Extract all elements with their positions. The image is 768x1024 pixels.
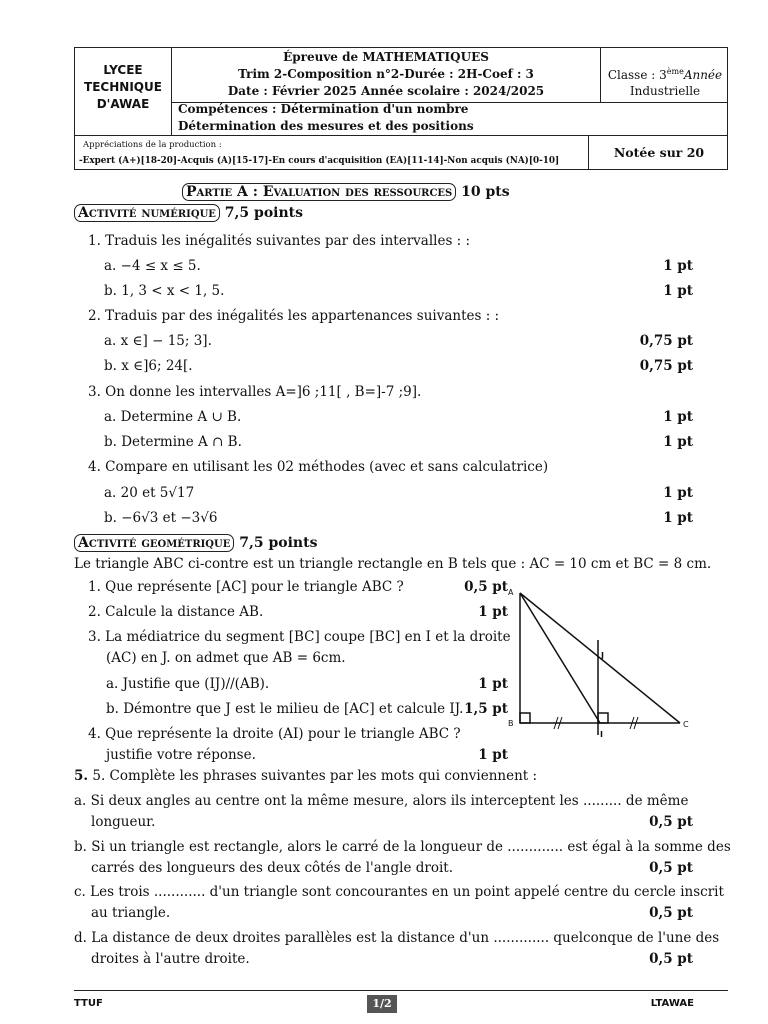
question-4b: b. −6√3 et −3√6	[104, 510, 218, 526]
points: 1 pt	[663, 485, 693, 501]
competences: Compétences : Détermination d'un nombre	[178, 102, 469, 116]
fill-blank-c: c. Les trois ............ d'un triangle sont concourantes en un point appelé centre du cercle inscrit	[74, 884, 724, 900]
question-5: 5. 5. Complète les phrases suivantes par les mots qui conviennent :	[74, 768, 538, 784]
label-j: J	[601, 651, 604, 660]
points: 0,5 pt	[649, 951, 693, 967]
points: 1 pt	[478, 604, 508, 620]
points: 1 pt	[663, 409, 693, 425]
triangle-figure	[500, 585, 700, 745]
geo-question-3b: b. Démontre que J est le milieu de [AC] et calcule IJ.	[106, 701, 464, 717]
question-1: 1. Traduis les inégalités suivantes par des intervalles : :	[88, 233, 471, 249]
competences-2: Détermination des mesures et des positions	[178, 119, 474, 133]
label-b: B	[508, 719, 514, 728]
points: 1 pt	[478, 747, 508, 763]
part-a-title: Partie A : Evaluation des ressources 10 pts	[182, 184, 510, 200]
footer-rule	[74, 990, 728, 991]
geo-question-3: 3. La médiatrice du segment [BC] coupe [BC] en I et la droite	[88, 629, 511, 645]
question-3b: b. Determine A ∩ B.	[104, 434, 242, 450]
geo-question-3-cont: (AC) en J. on admet que AB = 6cm.	[106, 650, 346, 666]
points: 1 pt	[663, 510, 693, 526]
appreciations-label: Appréciations de la production :	[83, 140, 222, 150]
points: 1 pt	[663, 258, 693, 274]
geo-question-2: 2. Calcule la distance AB.	[88, 604, 264, 620]
question-2: 2. Traduis par des inégalités les appartenances suivantes : :	[88, 308, 500, 324]
question-1a: a. −4 ≤ x ≤ 5.	[104, 258, 201, 274]
question-2a: a. x ∈] − 15; 3].	[104, 333, 212, 349]
question-3: 3. On donne les intervalles A=]6 ;11[ , B=]-7 ;9].	[88, 384, 422, 400]
points: 0,75 pt	[639, 333, 693, 349]
label-a: A	[508, 588, 514, 597]
fill-blank-b: b. Si un triangle est rectangle, alors le carré de la longueur de ............. est égal à la somme des	[74, 839, 731, 855]
points: 0,5 pt	[649, 860, 693, 876]
header-table	[74, 47, 728, 170]
points: 0,5 pt	[464, 579, 508, 595]
geo-question-4: 4. Que représente la droite (AI) pour le triangle ABC ?	[88, 726, 461, 742]
fill-blank-c-cont: au triangle.	[91, 905, 171, 921]
segment-ac	[520, 593, 680, 723]
geometry-intro: Le triangle ABC ci-contre est un triangle rectangle en B tels que : AC = 10 cm et BC = 8 cm.	[74, 556, 712, 572]
class-track: Industrielle	[629, 84, 701, 98]
geometry-activity-title: Activité geométrique 7,5 points	[74, 535, 317, 551]
footer-left: TTUF	[74, 998, 103, 1009]
fill-blank-b-cont: carrés des longueurs des deux côtés de l'angle droit.	[91, 860, 454, 876]
page-number: 1/2	[367, 995, 397, 1013]
question-5-text: 5. Complète les phrases suivantes par les mots qui conviennent :	[92, 768, 538, 784]
points: 1,5 pt	[464, 701, 508, 717]
question-3a: a. Determine A ∪ B.	[104, 409, 242, 425]
grade-total: Notée sur 20	[613, 145, 705, 160]
appreciations-scale: -Expert (A+)[18-20]-Acquis (A)[15-17]-En cours d'acquisition (EA)[11-14]-Non acquis (NA)[0-10]	[79, 156, 560, 166]
label-c: C	[683, 720, 689, 729]
class-label: Classe : 3èmeAnnée	[607, 67, 723, 82]
school-name: LYCEE TECHNIQUE D'AWAE	[84, 63, 162, 111]
numeric-activity-title: Activité numérique 7,5 points	[74, 205, 303, 221]
fill-blank-d: d. La distance de deux droites parallèles est la distance d'un ............. quelconque de l'une des	[74, 930, 720, 946]
points: 0,5 pt	[649, 905, 693, 921]
question-4a: a. 20 et 5√17	[104, 485, 195, 501]
points: 0,5 pt	[649, 814, 693, 830]
exam-info: Trim 2-Composition n°2-Durée : 2H-Coef : 3	[238, 67, 534, 81]
points: 1 pt	[663, 434, 693, 450]
geo-question-1: 1. Que représente [AC] pour le triangle ABC ?	[88, 579, 404, 595]
question-2b: b. x ∈]6; 24[.	[104, 358, 193, 374]
exam-date: Date : Février 2025 Année scolaire : 2024/2025	[227, 84, 545, 98]
exam-title: Épreuve de MATHEMATIQUES	[283, 50, 489, 64]
right-angle-b	[520, 713, 530, 723]
divider	[75, 135, 728, 136]
points: 0,75 pt	[639, 358, 693, 374]
question-4: 4. Compare en utilisant les 02 méthodes (avec et sans calculatrice)	[88, 459, 549, 475]
footer-right: LTAWAE	[650, 998, 694, 1009]
question-1b: b. 1, 3 < x < 1, 5.	[104, 283, 225, 299]
geo-question-3a: a. Justifie que (IJ)//(AB).	[106, 676, 270, 692]
label-i: I	[600, 730, 603, 739]
fill-blank-a-cont: longueur.	[91, 814, 156, 830]
fill-blank-a: a. Si deux angles au centre ont la même mesure, alors ils interceptent les ......... de même	[74, 793, 689, 809]
points: 1 pt	[478, 676, 508, 692]
points: 1 pt	[663, 283, 693, 299]
fill-blank-d-cont: droites à l'autre droite.	[91, 951, 250, 967]
geo-question-4-cont: justifie votre réponse.	[106, 747, 256, 763]
segment-ai	[520, 593, 600, 723]
